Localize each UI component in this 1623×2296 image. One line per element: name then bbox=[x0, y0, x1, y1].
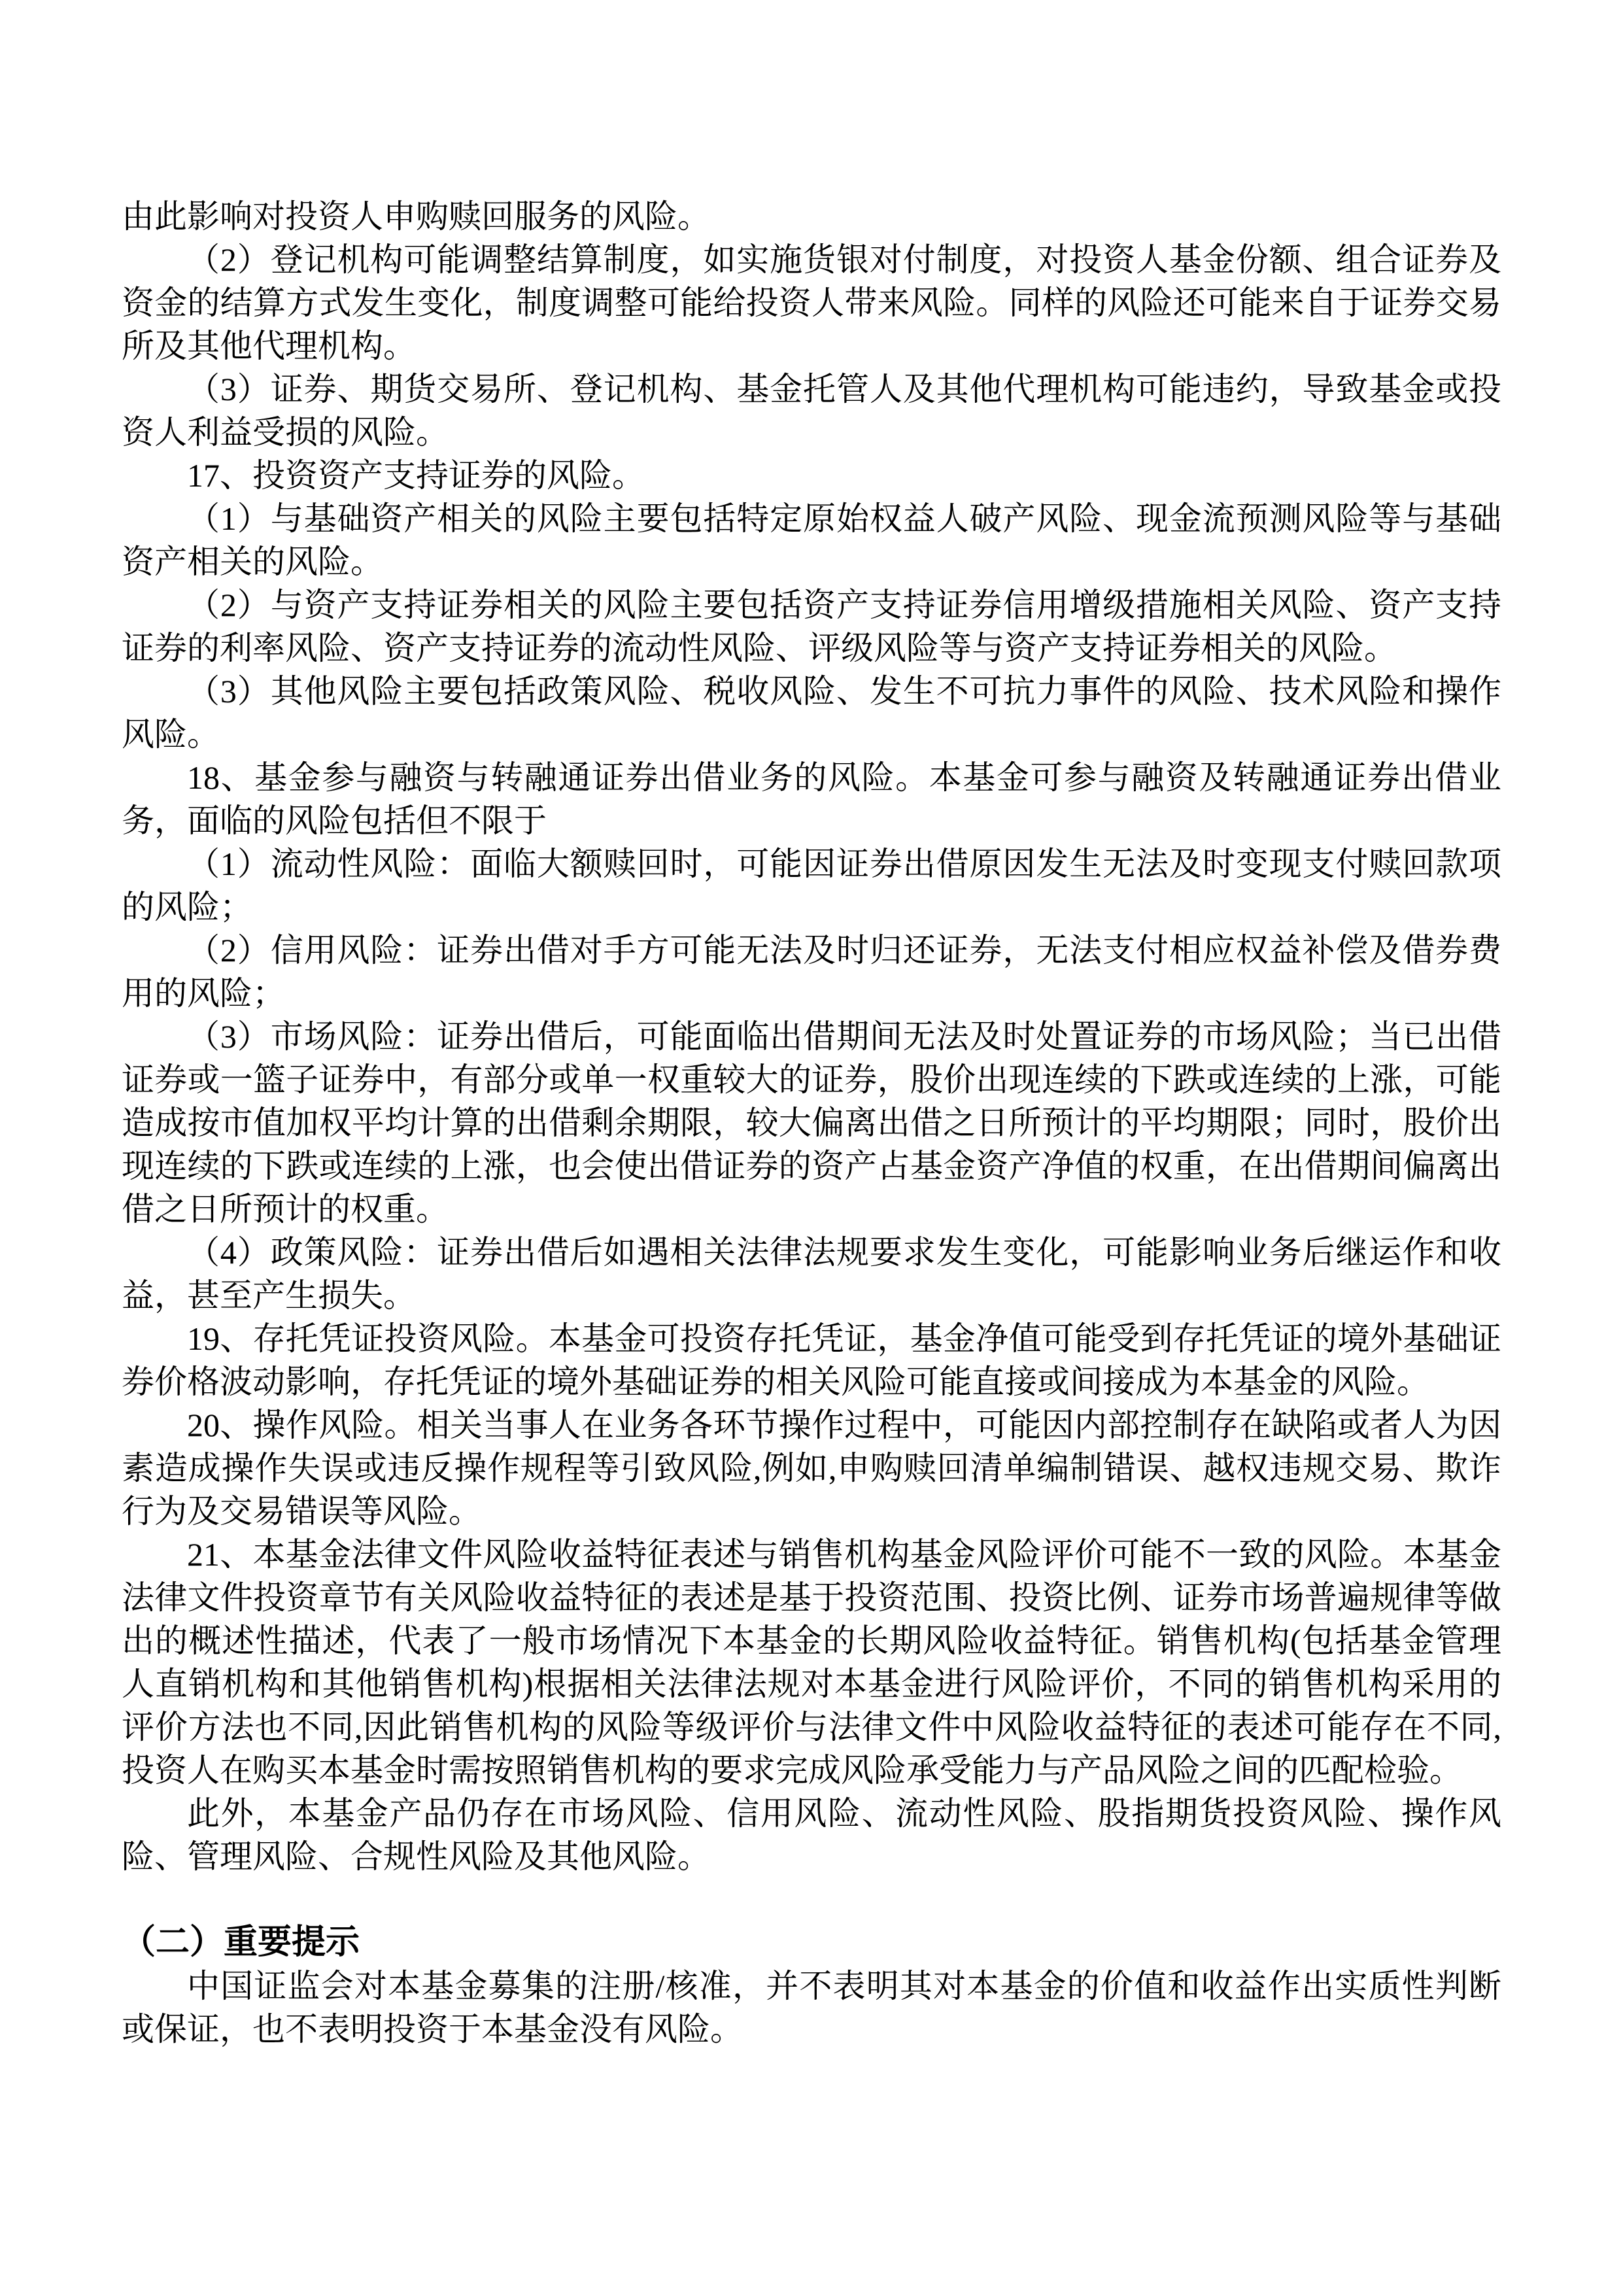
section-heading: （二）重要提示 bbox=[122, 1924, 360, 1961]
paragraph: （3）市场风险：证券出借后，可能面临出借期间无法及时处置证券的市场风险；当已出借证券或一篮子证券中，有部分或单一权重较大的证券，股价出现连续的下跌或连续的上涨，可能造成按市值加权平均计算的出借剩余期限，较大偏离出借之日所预计的平均期限；同时，股价出现连续的下跌或连续的上涨，也会使出借证券的资产占基金资产净值的权重，在出借期间偏离出借之日所预计的权重。 bbox=[122, 1018, 1501, 1227]
paragraph: 18、基金参与融资与转融通证券出借业务的风险。本基金可参与融资及转融通证券出借业务，面临的风险包括但不限于 bbox=[122, 759, 1501, 839]
paragraph: （3）证券、期货交易所、登记机构、基金托管人及其他代理机构可能违约，导致基金或投资人利益受损的风险。 bbox=[122, 371, 1501, 451]
paragraph: （2）与资产支持证券相关的风险主要包括资产支持证券信用增级措施相关风险、资产支持证券的利率风险、资产支持证券的流动性风险、评级风险等与资产支持证券相关的风险。 bbox=[122, 587, 1501, 666]
paragraph: 此外，本基金产品仍存在市场风险、信用风险、流动性风险、股指期货投资风险、操作风险、管理风险、合规性风险及其他风险。 bbox=[122, 1795, 1501, 1875]
paragraph: （2）信用风险：证券出借对手方可能无法及时归还证券，无法支付相应权益补偿及借券费用的风险； bbox=[122, 932, 1501, 1012]
paragraph: （1）流动性风险：面临大额赎回时，可能因证券出借原因发生无法及时变现支付赎回款项的风险； bbox=[122, 846, 1501, 925]
paragraph: （2）登记机构可能调整结算制度，如实施货银对付制度，对投资人基金份额、组合证券及资金的结算方式发生变化，制度调整可能给投资人带来风险。同样的风险还可能来自于证券交易所及其他代理机构。 bbox=[122, 241, 1501, 364]
paragraph: （1）与基础资产相关的风险主要包括特定原始权益人破产风险、现金流预测风险等与基础资产相关的风险。 bbox=[122, 500, 1501, 580]
paragraph: 中国证监会对本基金募集的注册/核准，并不表明其对本基金的价值和收益作出实质性判断或保证，也不表明投资于本基金没有风险。 bbox=[122, 1968, 1501, 2048]
paragraph: 17、投资资产支持证券的风险。 bbox=[187, 457, 645, 494]
paragraph: （3）其他风险主要包括政策风险、税收风险、发生不可抗力事件的风险、技术风险和操作风险。 bbox=[122, 673, 1501, 753]
paragraph: 20、操作风险。相关当事人在业务各环节操作过程中，可能因内部控制存在缺陷或者人为因素造成操作失误或违反操作规程等引致风险,例如,申购赎回清单编制错误、越权违规交易、欺诈行为及交易错误等风险。 bbox=[122, 1407, 1501, 1530]
paragraph-continuation: 由此影响对投资人申购赎回服务的风险。 bbox=[122, 198, 710, 235]
paragraph: 21、本基金法律文件风险收益特征表述与销售机构基金风险评价可能不一致的风险。本基金法律文件投资章节有关风险收益特征的表述是基于投资范围、投资比例、证券市场普遍规律等做出的概述性描述，代表了一般市场情况下本基金的长期风险收益特征。销售机构(包括基金管理人直销机构和其他销售机构)根据相关法律法规对本基金进行风险评价，不同的销售机构采用的评价方法也不同,因此销售机构的风险等级评价与法律文件中风险收益特征的表述可能存在不同,投资人在购买本基金时需按照销售机构的要求完成风险承受能力与产品风险之间的匹配检验。 bbox=[122, 1536, 1501, 1789]
paragraph: 19、存托凭证投资风险。本基金可投资存托凭证，基金净值可能受到存托凭证的境外基础证券价格波动影响，存托凭证的境外基础证券的相关风险可能直接或间接成为本基金的风险。 bbox=[122, 1320, 1501, 1400]
paragraph: （4）政策风险：证券出借后如遇相关法律法规要求发生变化，可能影响业务后继运作和收益，甚至产生损失。 bbox=[122, 1234, 1501, 1314]
